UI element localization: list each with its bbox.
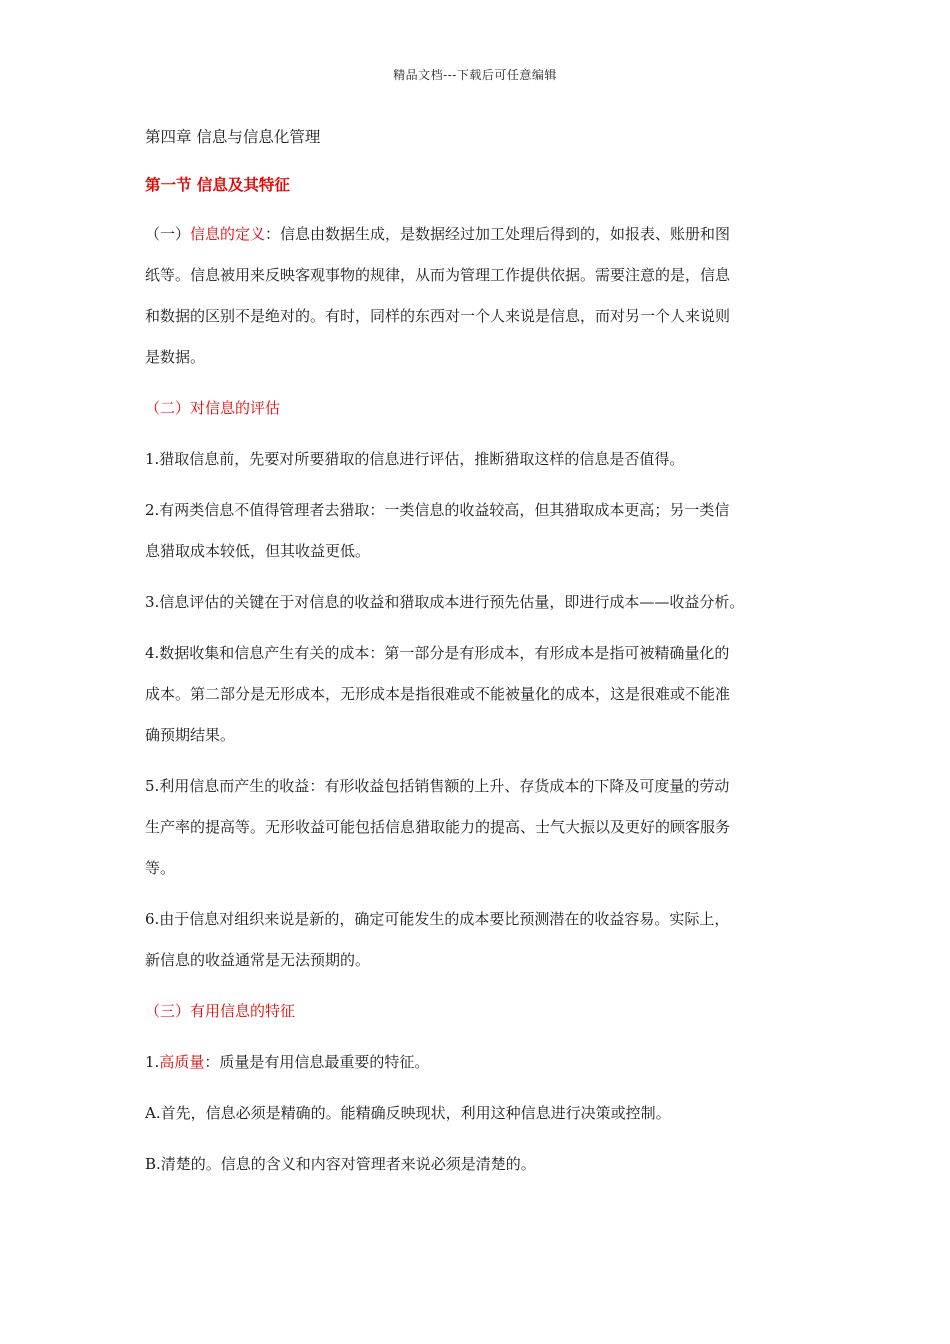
definition-term: 信息的定义 xyxy=(190,225,266,243)
evaluation-line: 确预期结果。 xyxy=(145,726,236,744)
evaluation-line: 6.由于信息对组织来说是新的，确定可能发生的成本要比预测潜在的收益容易。实际上， xyxy=(145,910,730,928)
definition-text: ：信息由数据生成，是数据经过加工处理后得到的，如报表、账册和图 xyxy=(265,225,731,243)
definition-line: 和数据的区别不是绝对的。有时，同样的东西对一个人来说是信息，而对另一个人来说则 xyxy=(145,307,731,325)
definition-prefix: （一） xyxy=(145,225,191,243)
evaluation-item xyxy=(145,899,810,981)
evaluation-line: 成本。第二部分是无形成本，无形成本是指很难或不能被量化的成本，这是很难或不能准 xyxy=(145,685,731,703)
page-header: 精品文档---下载后可任意编辑 xyxy=(393,68,557,82)
definition-line: 纸等。信息被用来反映客观事物的规律，从而为管理工作提供依据。需要注意的是，信息 xyxy=(145,266,731,284)
evaluation-item xyxy=(145,633,810,756)
quality-subitem xyxy=(145,1093,810,1134)
document-body xyxy=(145,120,810,1195)
evaluation-line: 3.信息评估的关键在于对信息的收益和猎取成本进行预先估量，即进行成本——收益分析。 xyxy=(145,593,745,611)
evaluation-line: 生产率的提高等。无形收益可能包括信息猎取能力的提高、士气大振以及更好的顾客服务 xyxy=(145,818,731,836)
evaluation-heading-block xyxy=(145,388,810,429)
evaluation-heading: （二）对信息的评估 xyxy=(145,399,281,417)
evaluation-line: 新信息的收益通常是无法预期的。 xyxy=(145,951,371,969)
quality-term: 高质量 xyxy=(159,1053,205,1071)
quality-subitem-line: A.首先，信息必须是精确的。能精确反映现状，利用这种信息进行决策或控制。 xyxy=(145,1104,671,1122)
quality-subitem xyxy=(145,1144,810,1185)
evaluation-line: 息猎取成本较低，但其收益更低。 xyxy=(145,542,371,560)
chapter-title: 第四章 信息与信息化管理 xyxy=(145,128,321,146)
definition-line xyxy=(145,214,810,255)
quality-prefix: 1. xyxy=(145,1053,160,1071)
definition-paragraph xyxy=(145,214,810,378)
evaluation-item xyxy=(145,490,810,572)
evaluation-line: 等。 xyxy=(145,859,176,877)
evaluation-item xyxy=(145,766,810,889)
quality-subitem-line: B.清楚的。信息的含义和内容对管理者来说必须是清楚的。 xyxy=(145,1155,536,1173)
useful-heading-block xyxy=(145,991,810,1032)
quality-line xyxy=(145,1042,810,1083)
quality-item xyxy=(145,1042,810,1083)
evaluation-item xyxy=(145,439,810,480)
evaluation-line: 5.利用信息而产生的收益：有形收益包括销售额的上升、存货成本的下降及可度量的劳动 xyxy=(145,777,730,795)
evaluation-line: 4.数据收集和信息产生有关的成本：第一部分是有形成本，有形成本是指可被精确量化的 xyxy=(145,644,730,662)
quality-text: ：质量是有用信息最重要的特征。 xyxy=(204,1053,430,1071)
section-title: 第一节 信息及其特征 xyxy=(145,175,290,194)
useful-heading: （三）有用信息的特征 xyxy=(145,1002,296,1020)
evaluation-line: 2.有两类信息不值得管理者去猎取：一类信息的收益较高，但其猎取成本更高；另一类信 xyxy=(145,501,730,519)
definition-line: 是数据。 xyxy=(145,348,206,366)
evaluation-item xyxy=(145,582,810,623)
evaluation-line: 1.猎取信息前，先要对所要猎取的信息进行评估，推断猎取这样的信息是否值得。 xyxy=(145,450,685,468)
